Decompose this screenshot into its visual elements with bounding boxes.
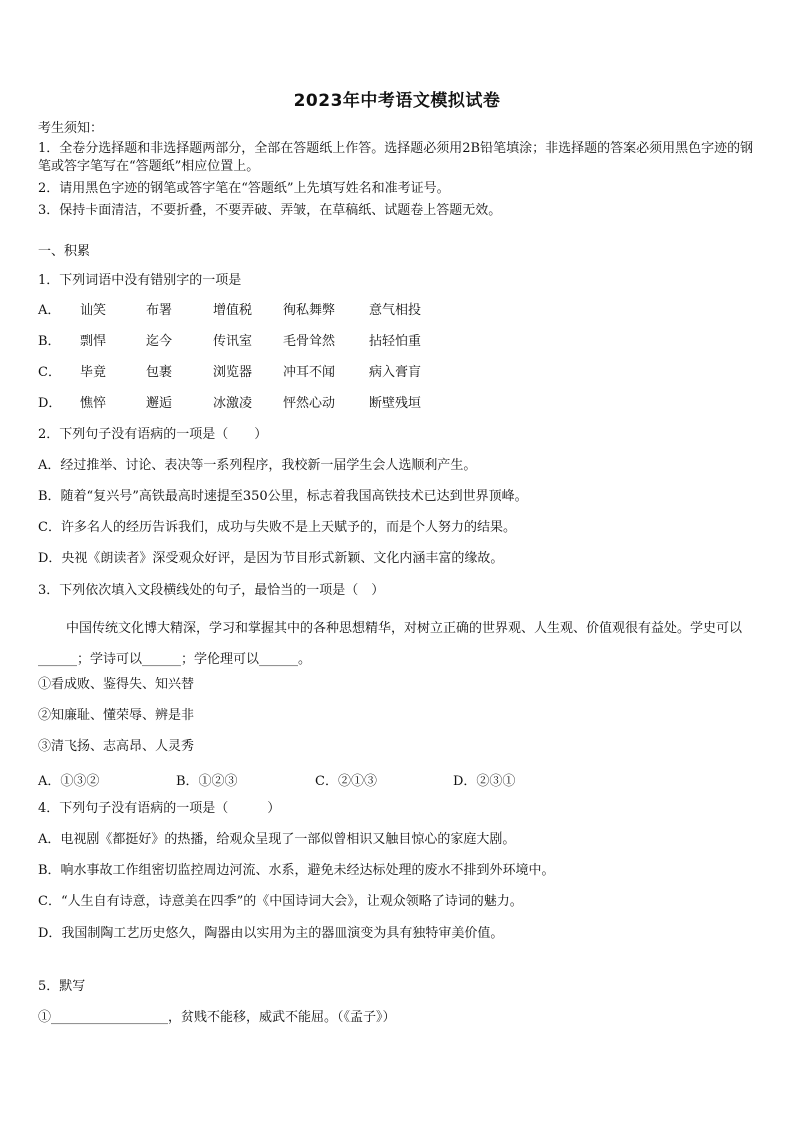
page-title: 2023年中考语文模拟试卷 <box>293 91 501 111</box>
q3-choice-1: ①看成败、鉴得失、知兴替 <box>38 677 195 692</box>
notice-item-3: 3．保持卡面清洁，不要折叠，不要弄破、弄皱，在草稿纸、试题卷上答题无效。 <box>38 203 502 218</box>
q1-option-b: B． 剽悍 迄今 传讯室 毛骨耸然 拈轻怕重 <box>38 334 422 349</box>
q2-option-a: A．经过推举、讨论、表决等一系列程序，我校新一届学生会人选顺利产生。 <box>38 458 477 473</box>
q4-stem: 4．下列句子没有语病的一项是（ ） <box>38 801 281 816</box>
q3-choice-2: ②知廉耻、懂荣辱、辨是非 <box>38 708 195 723</box>
q3-option-a: A．①③② <box>38 774 100 789</box>
q1-option-a: A． 讪笑 布署 增值税 徇私舞弊 意气相投 <box>38 303 422 318</box>
q4-option-a: A．电视剧《都挺好》的热播，给观众呈现了一部似曾相识又触目惊心的家庭大剧。 <box>38 832 516 847</box>
q2-option-b: B．随着“复兴号”高铁最高时速提至350公里，标志着我国高铁技术已达到世界顶峰。 <box>38 489 528 504</box>
q5-stem: 5．默写 <box>38 979 86 994</box>
q3-option-b: B．①②③ <box>176 774 238 789</box>
q2-option-d: D．央视《朗读者》深受观众好评，是因为节目形式新颖、文化内涵丰富的缘故。 <box>38 551 504 566</box>
q3-stem: 3．下列依次填入文段横线处的句子，最恰当的一项是（ ） <box>38 583 385 598</box>
q3-choice-3: ③清飞扬、志高昂、人灵秀 <box>38 739 195 754</box>
q3-option-c: C．②①③ <box>315 774 377 789</box>
q4-option-d: D．我国制陶工艺历史悠久，陶器由以实用为主的器皿演变为具有独特审美价值。 <box>38 926 504 941</box>
q1-option-d: D． 憔悴 邂逅 冰激凌 怦然心动 断壁残垣 <box>38 396 422 411</box>
q2-option-c: C．许多名人的经历告诉我们，成功与失败不是上天赋予的，而是个人努力的结果。 <box>38 520 516 535</box>
notice-item-1: 1．全卷分选择题和非选择题两部分，全部在答题纸上作答。选择题必须用2B铅笔填涂；非选择题的答案必须用黑色字迹的钢笔或答字笔写在“答题纸”相应位置上。 <box>38 141 754 174</box>
notice-item-2: 2．请用黑色字迹的钢笔或答字笔在“答题纸”上先填写姓名和准考证号。 <box>38 181 450 196</box>
q3-passage: 中国传统文化博大精深，学习和掌握其中的各种思想精华，对树立正确的世界观、人生观、价值观很有益处。学史可以______；学诗可以______；学伦理可以______。 <box>38 621 743 667</box>
q1-option-c: C． 毕竟 包裹 浏览器 冲耳不闻 病入膏肓 <box>38 365 422 380</box>
section-heading: 一、积累 <box>38 244 91 259</box>
q3-option-d: D．②③① <box>453 774 516 789</box>
q2-stem: 2．下列句子没有语病的一项是（ ） <box>38 427 268 442</box>
q4-option-c: C．“人生自有诗意，诗意美在四季”的《中国诗词大会》，让观众领略了诗词的魅力。 <box>38 894 523 909</box>
q4-option-b: B．响水事故工作组密切监控周边河流、水系，避免未经达标处理的废水不排到外环境中。 <box>38 863 555 878</box>
notice-heading: 考生须知： <box>38 121 104 136</box>
q5-line-1: ①__________________，贫贱不能移，威武不能屈。（《孟子》） <box>38 1010 396 1025</box>
q1-stem: 1．下列词语中没有错别字的一项是 <box>38 273 242 288</box>
